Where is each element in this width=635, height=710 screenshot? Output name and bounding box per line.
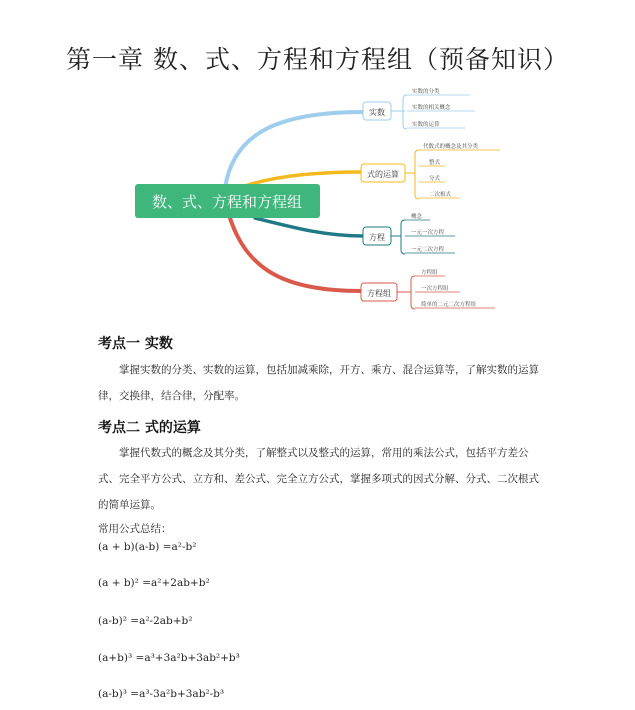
svg-text:式的运算: 式的运算 (367, 170, 399, 179)
mind-map (125, 80, 510, 325)
leaf-real-concepts: 实数的相关概念 (412, 105, 451, 111)
page-title: 第一章 数、式、方程和方程组（预备知识） (66, 45, 569, 74)
center-node-label: 数、式、方程和方程组 (151, 193, 303, 211)
leaf-equation-concept: 概念 (411, 214, 423, 220)
leaf-polynomial: 整式 (429, 160, 441, 166)
formula-square-of-difference: (a-b)² =a²-2ab+b² (98, 615, 193, 627)
branch-node-expression-ops (361, 142, 500, 199)
leaf-linear-equation: 一元一次方程 (411, 230, 445, 236)
leaf-radical: 二次根式 (429, 192, 452, 198)
leaf-real-operations: 实数的运算 (412, 122, 440, 128)
leaf-quadratic-equation: 一元二次方程 (411, 247, 445, 253)
formula-difference-of-squares: (a + b)(a-b) =a²-b² (98, 541, 197, 553)
branch-curve-expression-ops (245, 172, 361, 186)
branch-node-equations (363, 212, 455, 254)
branch-curve-equations (255, 218, 363, 236)
formulas-label: 常用公式总结： (98, 523, 172, 535)
formula-cube-of-difference: (a-b)³ =a³-3a²b+3ab²-b³ (98, 688, 225, 700)
leaf-quadratic-systems: 简单的二元二次方程组 (421, 302, 477, 308)
leaf-real-classification: 实数的分类 (412, 89, 440, 95)
leaf-linear-systems: 一次方程组 (421, 286, 449, 292)
leaf-fraction: 分式 (429, 176, 441, 182)
leaf-systems: 方程组 (421, 270, 438, 276)
svg-text:实数: 实数 (369, 108, 385, 117)
branch-node-systems (361, 268, 495, 309)
section-heading-expression-ops: 考点二 式的运算 (98, 420, 201, 436)
formula-square-of-sum: (a + b)² =a²+2ab+b² (98, 577, 210, 589)
section-body-real-numbers: 掌握实数的分类、实数的运算，包括加减乘除，开方、乘方、混合运算等，了解实数的运算律，交换律，结合律，分配率。 (98, 364, 539, 402)
section-heading-real-numbers: 考点一 实数 (98, 336, 173, 352)
branch-node-real-numbers (363, 87, 475, 129)
svg-text:方程组: 方程组 (367, 289, 391, 298)
leaf-expression-concept: 代数式的概念及其分类 (423, 144, 479, 150)
formula-cube-of-sum: (a+b)³ =a³+3a²b+3ab²+b³ (98, 652, 240, 664)
section-body-expression-ops: 掌握代数式的概念及其分类，了解整式以及整式的运算，常用的乘法公式，包括平方差公式、完全平方公式、立方和、差公式、完全立方公式，掌握多项式的因式分解、分式、二次根式的简单运算。 (98, 447, 539, 511)
svg-text:方程: 方程 (369, 233, 385, 242)
